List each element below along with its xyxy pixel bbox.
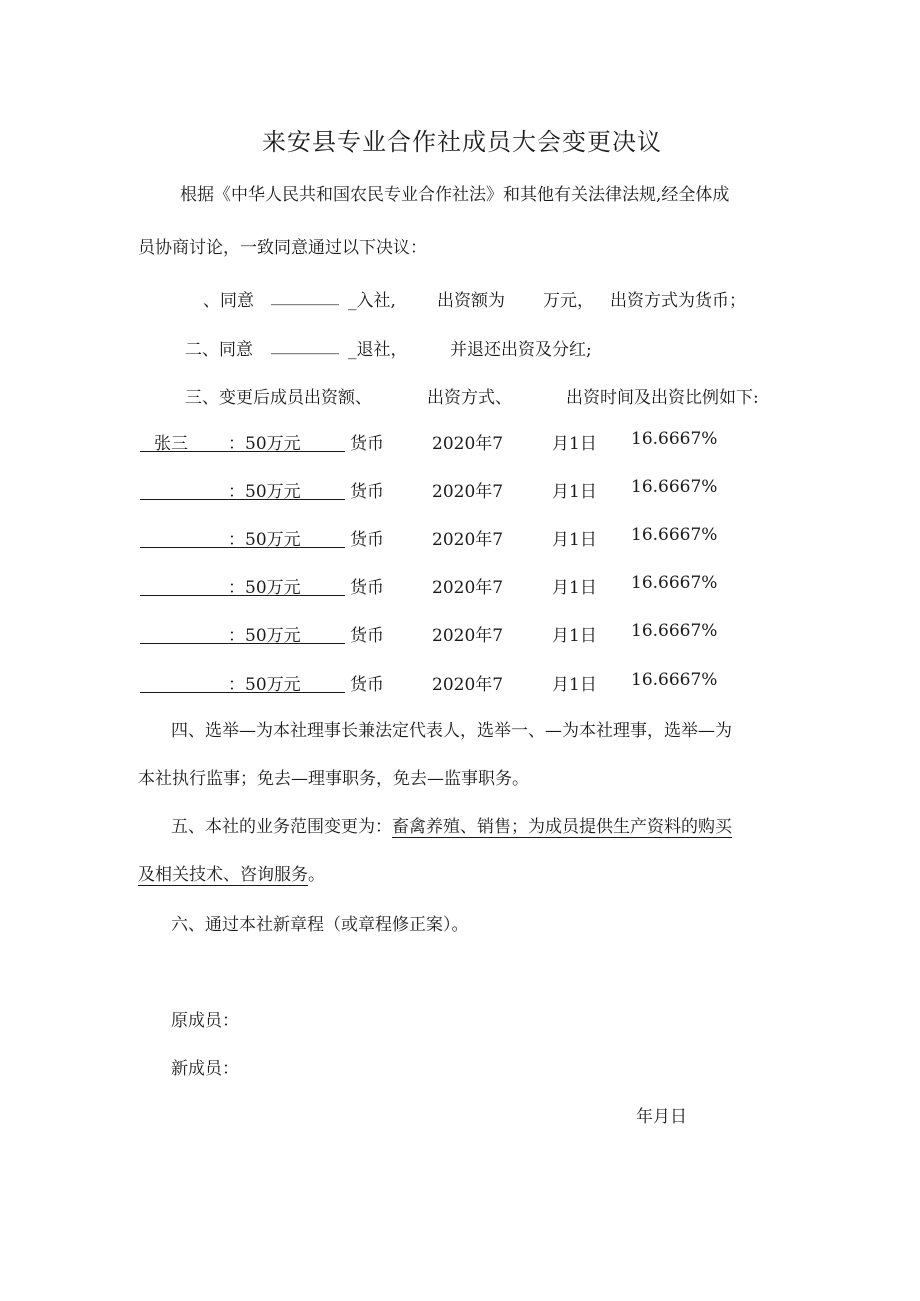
member-year: 2020年7 xyxy=(432,530,504,550)
item1-amount-label: 出资额为 xyxy=(437,291,505,311)
item3-part-c: 出资时间及出资比例如下: xyxy=(566,388,759,408)
member-year: 2020年7 xyxy=(432,675,504,695)
member-method: 货币 xyxy=(350,530,384,550)
member-amount: ：50万元 xyxy=(228,675,301,695)
member-year: 2020年7 xyxy=(432,434,504,454)
member-percent: 16.6667% xyxy=(631,429,718,449)
item5-prefix: 五、本社的业务范围变更为： xyxy=(171,817,392,837)
member-amount: ：50万元 xyxy=(228,434,301,454)
member-year: 2020年7 xyxy=(432,626,504,646)
member-row xyxy=(0,477,920,507)
new-members-label: 新成员： xyxy=(171,1059,239,1079)
member-day: 月1日 xyxy=(552,530,597,550)
intro-line-2: 员协商讨论，一致同意通过以下决议： xyxy=(138,238,427,258)
member-day: 月1日 xyxy=(552,434,597,454)
member-percent: 16.6667% xyxy=(631,621,718,641)
member-day: 月1日 xyxy=(552,626,597,646)
member-percent: 16.6667% xyxy=(631,670,718,690)
member-method: 货币 xyxy=(350,626,384,646)
original-members-label: 原成员： xyxy=(171,1011,239,1031)
item1-method: 出资方式为货币； xyxy=(610,291,746,311)
member-percent: 16.6667% xyxy=(631,477,718,497)
member-amount: ：50万元 xyxy=(228,530,301,550)
member-percent: 16.6667% xyxy=(631,573,718,593)
item5-line-1 xyxy=(171,812,732,837)
member-percent: 16.6667% xyxy=(631,525,718,545)
item5-scope-part-1: 畜禽养殖、销售；为成员提供生产资料的购买 xyxy=(392,817,732,837)
intro-line-1: 根据《中华人民共和国农民专业合作社法》和其他有关法律法规,经全体成 xyxy=(180,185,730,205)
member-row xyxy=(0,621,920,651)
item2-rest: 并退还出资及分红; xyxy=(450,340,592,360)
member-amount: ：50万元 xyxy=(228,626,301,646)
item3-part-a: 三、变更后成员出资额、 xyxy=(185,388,372,408)
member-row xyxy=(0,670,920,700)
member-amount: ：50万元 xyxy=(228,482,301,502)
item6: 六、通过本社新章程（或章程修正案）。 xyxy=(171,915,469,935)
date-line: 年月日 xyxy=(636,1107,687,1127)
item2-name-blank: ________ xyxy=(271,335,339,355)
member-method: 货币 xyxy=(350,578,384,598)
member-method: 货币 xyxy=(350,434,384,454)
member-day: 月1日 xyxy=(552,578,597,598)
item1-unit: 万元， xyxy=(543,291,594,311)
item1-prefix: 、同意 xyxy=(203,291,254,311)
item1-name-blank: ________ xyxy=(271,286,339,306)
member-year: 2020年7 xyxy=(432,482,504,502)
member-amount: ：50万元 xyxy=(228,578,301,598)
member-day: 月1日 xyxy=(552,482,597,502)
item1-join: _入社, xyxy=(348,291,396,311)
member-row xyxy=(0,573,920,603)
item2-join: _退社， xyxy=(348,340,408,360)
member-method: 货币 xyxy=(350,482,384,502)
item5-scope-part-2: 及相关技术、咨询服务 xyxy=(138,865,308,885)
member-name: 张三 xyxy=(154,434,188,454)
member-row xyxy=(0,429,920,459)
document-title: 来安县专业合作社成员大会变更决议 xyxy=(262,128,662,156)
item4-line-1: 四、选举—为本社理事长兼法定代表人，选举一、—为本社理事，选举—为 xyxy=(171,721,732,741)
member-day: 月1日 xyxy=(552,675,597,695)
member-row xyxy=(0,525,920,555)
item2-prefix: 二、同意 xyxy=(185,340,253,360)
item4-line-2: 本社执行监事；免去—理事职务，免去—监事职务。 xyxy=(138,769,529,789)
item5-end: 。 xyxy=(308,865,325,885)
member-method: 货币 xyxy=(350,675,384,695)
member-year: 2020年7 xyxy=(432,578,504,598)
item5-line-2 xyxy=(138,860,325,885)
item3-part-b: 出资方式、 xyxy=(427,388,512,408)
